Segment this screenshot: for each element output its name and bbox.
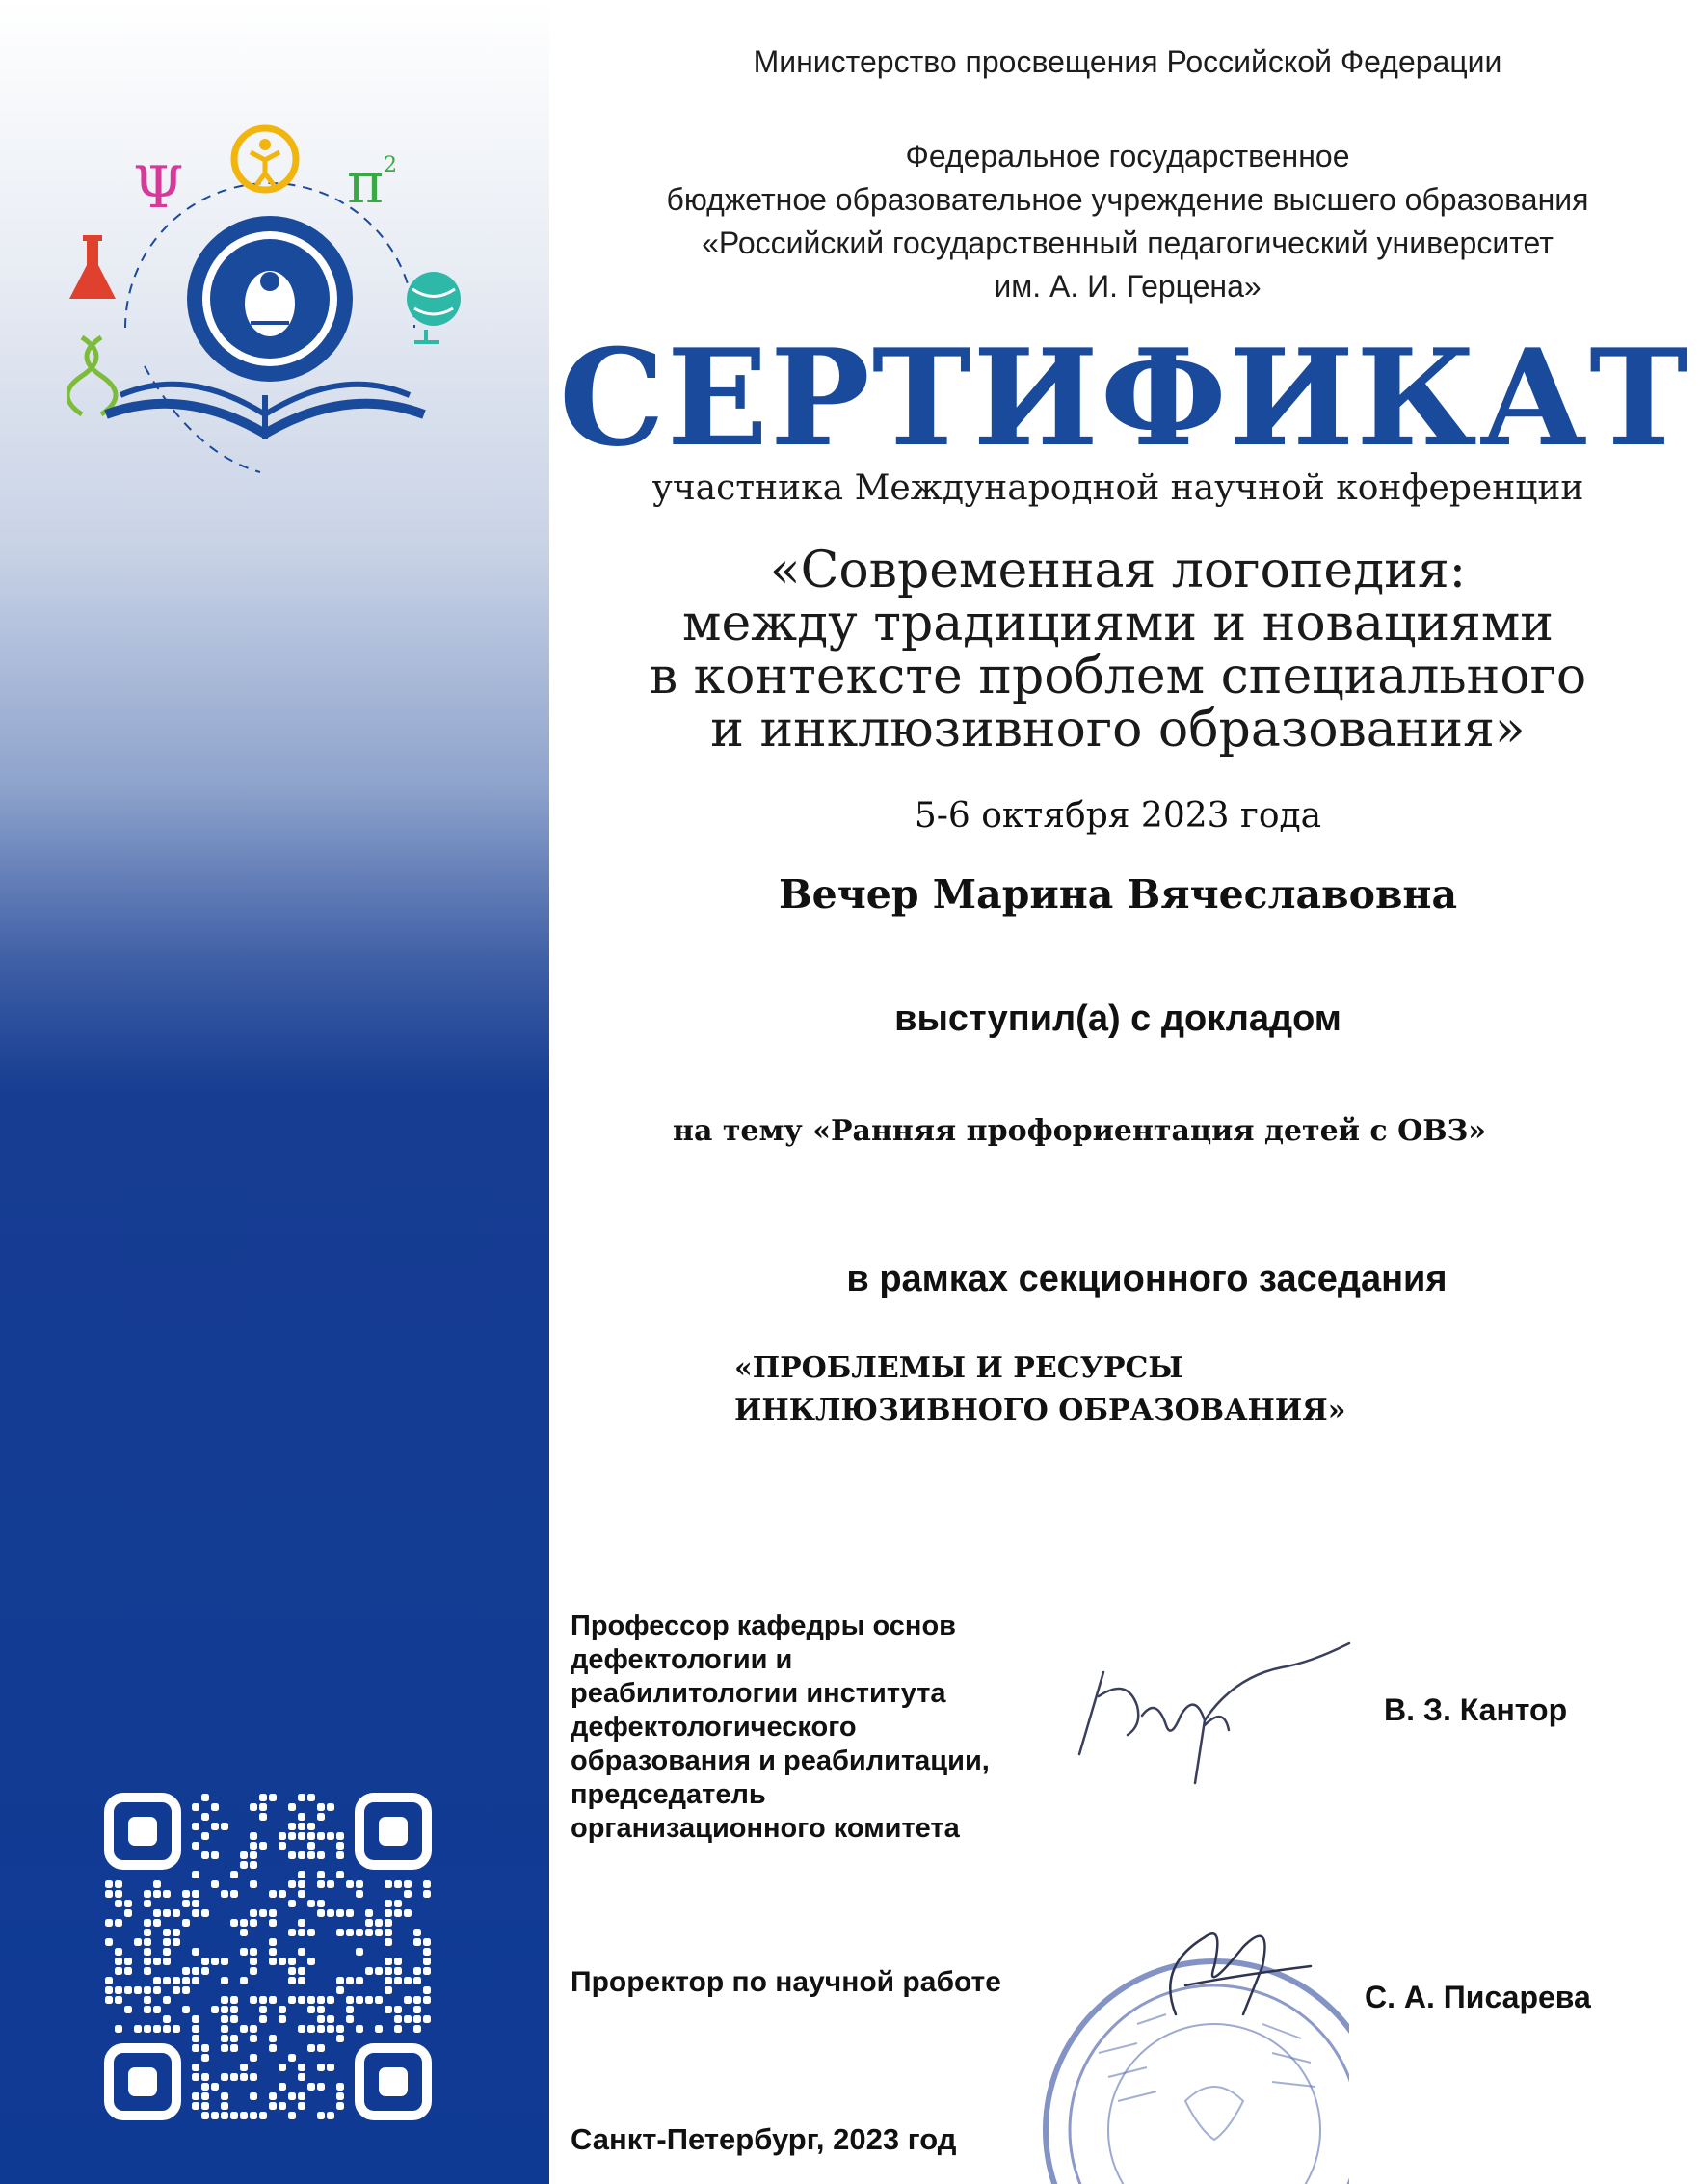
signatory1-position-line: реабилитологии института [571, 1678, 946, 1709]
section-intro: в рамках секционного заседания [846, 1259, 1448, 1299]
conference-title-line: между традициями и новациями [682, 595, 1554, 653]
section-name-line: «ПРОБЛЕМЫ И РЕСУРСЫ [734, 1351, 1183, 1385]
report-topic: на тему «Ранняя профориентация детей с ОВЗ» [672, 1114, 1487, 1148]
side-panel [0, 0, 549, 2184]
signatory1-position-line: дефектологического [571, 1712, 857, 1743]
conference-dates: 5-6 октября 2023 года [914, 796, 1322, 836]
section-name [734, 1347, 1602, 1432]
ministry-name: Министерство просвещения Российской Федерации [753, 44, 1502, 79]
participant-name: Вечер Марина Вячеславовна [778, 871, 1458, 918]
signatory1-position-line: председатель [571, 1779, 766, 1810]
signatory1-name: В. З. Кантор [1384, 1692, 1568, 1727]
dna-icon [67, 337, 116, 414]
university-logo [67, 106, 472, 492]
organization-name [598, 135, 1658, 308]
person-icon [234, 128, 296, 190]
signatory1-position-line: организационного комитета [571, 1813, 960, 1844]
svg-text:2: 2 [384, 153, 397, 177]
svg-text:π: π [347, 150, 385, 216]
certificate-subtitle: участника Международной научной конференции [651, 468, 1584, 508]
globe-icon [407, 272, 461, 342]
organization-line: бюджетное образовательное учреждение высшего образования [666, 182, 1589, 217]
organization-line: «Российский государственный педагогический университет [702, 226, 1554, 260]
section-name-line: ИНКЛЮЗИВНОГО ОБРАЗОВАНИЯ» [734, 1394, 1346, 1427]
signatory1-position-line: образования и реабилитации, [571, 1745, 990, 1776]
signatory1-position-line: дефектологии и [571, 1644, 793, 1675]
flask-icon [69, 235, 116, 299]
conference-title-line: «Современная логопедия: [769, 542, 1467, 599]
organization-line: им. А. И. Герцена» [994, 269, 1262, 304]
signatory1-position [571, 1610, 1072, 1846]
certificate-title: СЕРТИФИКАТ [559, 319, 1690, 476]
signature-1 [1060, 1638, 1368, 1802]
conference-title-line: в контексте проблем специального [649, 648, 1587, 706]
organization-line: Федеральное государственное [905, 139, 1350, 173]
city-year: Санкт-Петербург, 2023 год [571, 2122, 957, 2156]
conference-title-line: и инклюзивного образования» [710, 701, 1526, 759]
signatory1-position-line: Профессор кафедры основ [571, 1611, 956, 1641]
conference-title [559, 542, 1677, 759]
pi-squared-icon [347, 150, 397, 216]
psi-icon [133, 154, 184, 222]
reported-label: выступил(а) с докладом [894, 999, 1341, 1039]
official-stamp [1022, 1908, 1349, 2184]
signatory2-name: С. А. Писарева [1365, 1980, 1591, 2014]
university-emblem-icon [187, 216, 353, 382]
signatory2-position: Проректор по научной работе [571, 1966, 1001, 1998]
qr-code-icon [104, 1793, 432, 2120]
open-book-icon [106, 385, 424, 439]
svg-text:Ψ: Ψ [133, 154, 184, 222]
